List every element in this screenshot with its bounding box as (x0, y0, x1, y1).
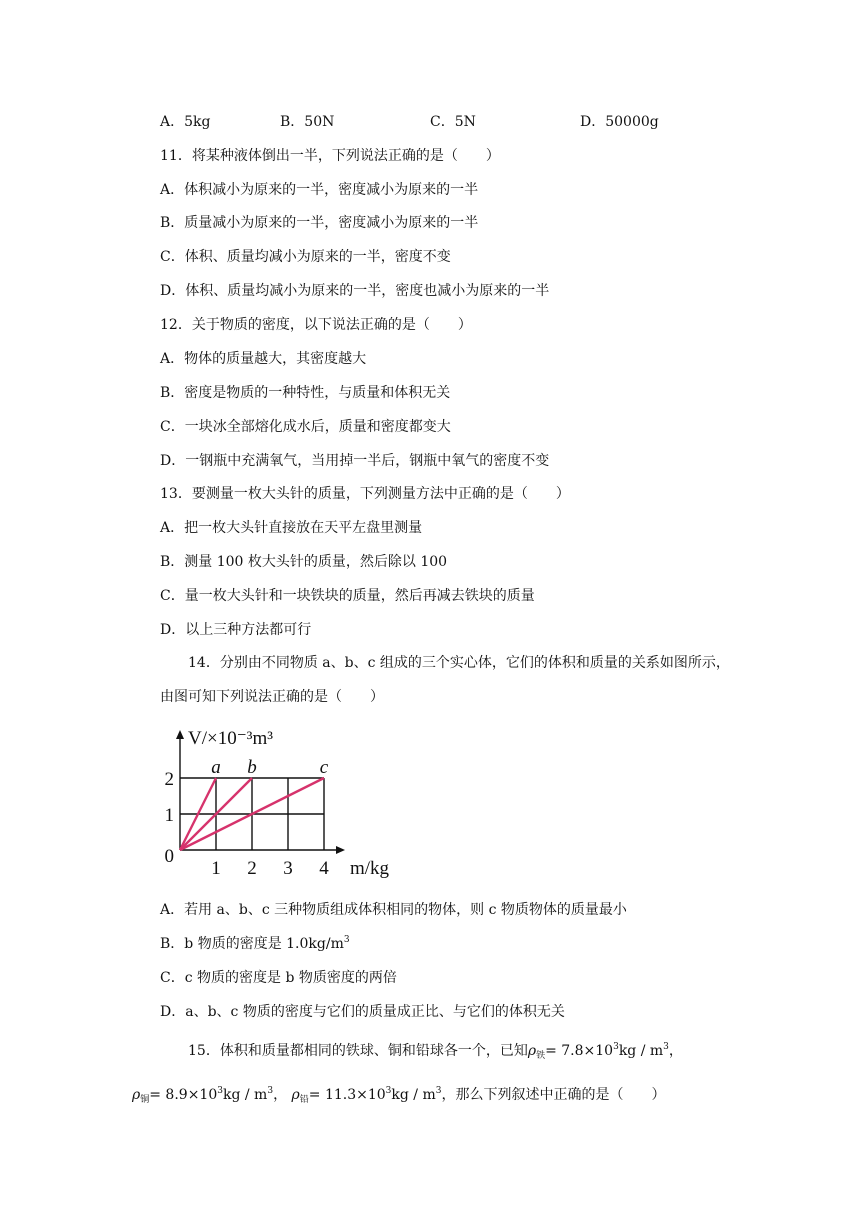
rho-copper-symbol: ρ (132, 1087, 141, 1103)
q11-option-c: C．体积、质量均减小为原来的一半，密度不变 (160, 249, 451, 265)
rho-lead-unit-exp: 3 (435, 1086, 442, 1096)
q11-option-a: A．体积减小为原来的一半，密度减小为原来的一半 (160, 182, 479, 198)
q12-option-d: D．一钢瓶中充满氧气，当用掉一半后，钢瓶中氧气的密度不变 (160, 453, 550, 469)
series-label-c: c (319, 757, 329, 778)
q15-line2-suffix: ，那么下列叙述中正确的是（ ） (441, 1087, 666, 1103)
rho-copper-unit-exp: 3 (267, 1086, 274, 1096)
q11-option-b: B．质量减小为原来的一半，密度减小为原来的一半 (160, 215, 479, 231)
q11-stem: 11．将某种液体倒出一半，下列说法正确的是（ ） (160, 148, 500, 164)
rho-copper-unit: kg / m (222, 1087, 268, 1103)
q10-option-d: D．50000g (580, 114, 659, 130)
y-axis-arrow (176, 730, 184, 739)
x-axis-arrow (336, 846, 345, 854)
q14-option-a: A．若用 a、b、c 三种物质组成体积相同的物体，则 c 物质物体的质量最小 (160, 902, 627, 918)
rho-iron-value: = 7.8×10 (545, 1043, 614, 1059)
q12-option-b: B．密度是物质的一种特性，与质量和体积无关 (160, 385, 451, 401)
rho-lead-value: = 11.3×10 (308, 1087, 386, 1103)
q14-stem-line1: 14．分别由不同物质 a、b、c 组成的三个实心体，它们的体积和质量的关系如图所示， (188, 655, 730, 671)
x-tick-label: 1 (211, 858, 221, 879)
rho-lead-sub: 铅 (299, 1095, 309, 1105)
x-tick-label: 3 (283, 858, 293, 879)
rho-copper-value: = 8.9×10 (149, 1087, 218, 1103)
chart-labels (165, 728, 390, 879)
q12-stem: 12．关于物质的密度，以下说法正确的是（ ） (160, 317, 472, 333)
q13-option-c: C．量一枚大头针和一块铁块的质量，然后再减去铁块的质量 (160, 588, 535, 604)
rho-iron-exp: 3 (613, 1042, 619, 1052)
q14-option-b (160, 934, 350, 954)
q12-option-c: C．一块冰全部熔化成水后，质量和密度都变大 (160, 419, 451, 435)
q15-line2 (132, 1085, 665, 1105)
series-label-a: a (211, 757, 221, 778)
q10-option-b: B．50N (280, 114, 335, 130)
volume-mass-chart (160, 722, 400, 882)
rho-iron-unit-exp: 3 (663, 1042, 669, 1052)
x-tick-label: 4 (319, 858, 329, 879)
q14-option-b-text: B．b 物质的密度是 1.0kg/m (160, 936, 344, 952)
rho-copper-sub: 铜 (140, 1095, 150, 1105)
q14-option-c: C．c 物质的密度是 b 物质密度的两倍 (160, 970, 397, 986)
x-axis-label: m/kg (350, 858, 390, 879)
q14-option-b-sup: 3 (343, 935, 350, 945)
x-tick-label: 2 (247, 858, 257, 879)
q15-sep-2: ， (273, 1087, 288, 1103)
q14-option-d: D．a、b、c 物质的密度与它们的质量成正比、与它们的体积无关 (160, 1004, 565, 1020)
q13-stem: 13．要测量一枚大头针的质量，下列测量方法中正确的是（ ） (160, 486, 570, 502)
rho-lead-exp: 3 (385, 1086, 392, 1096)
q10-option-c: C．5N (430, 114, 476, 130)
q15-line1-prefix: 15．体积和质量都相同的铁球、铜和铅球各一个，已知 (188, 1043, 528, 1059)
rho-lead-symbol: ρ (291, 1087, 300, 1103)
series-label-b: b (247, 757, 257, 778)
q12-option-a: A．物体的质量越大，其密度越大 (160, 351, 367, 367)
q10-options (0, 112, 860, 132)
y-tick-label: 1 (164, 805, 174, 826)
q15-line1 (188, 1041, 683, 1061)
y-axis-label: V/×10⁻³m³ (188, 728, 273, 749)
q13-option-b: B．测量 100 枚大头针的质量，然后除以 100 (160, 554, 448, 570)
rho-iron-symbol: ρ (527, 1043, 537, 1059)
rho-lead-unit: kg / m (391, 1087, 436, 1103)
rho-iron-unit: kg / m (618, 1043, 664, 1059)
q10-option-a: A．5kg (160, 114, 211, 130)
rho-iron-sub: 铁 (536, 1051, 546, 1061)
q13-option-a: A．把一枚大头针直接放在天平左盘里测量 (160, 520, 423, 536)
q11-option-d: D．体积、质量均减小为原来的一半，密度也减小为原来的一半 (160, 283, 550, 299)
y-tick-label: 2 (164, 769, 174, 790)
q15-sep-1: ， (668, 1043, 683, 1059)
q13-option-d: D．以上三种方法都可行 (160, 622, 312, 638)
q14-stem-line2: 由图可知下列说法正确的是（ ） (160, 689, 384, 705)
rho-copper-exp: 3 (217, 1086, 223, 1096)
origin-label: 0 (164, 846, 174, 867)
